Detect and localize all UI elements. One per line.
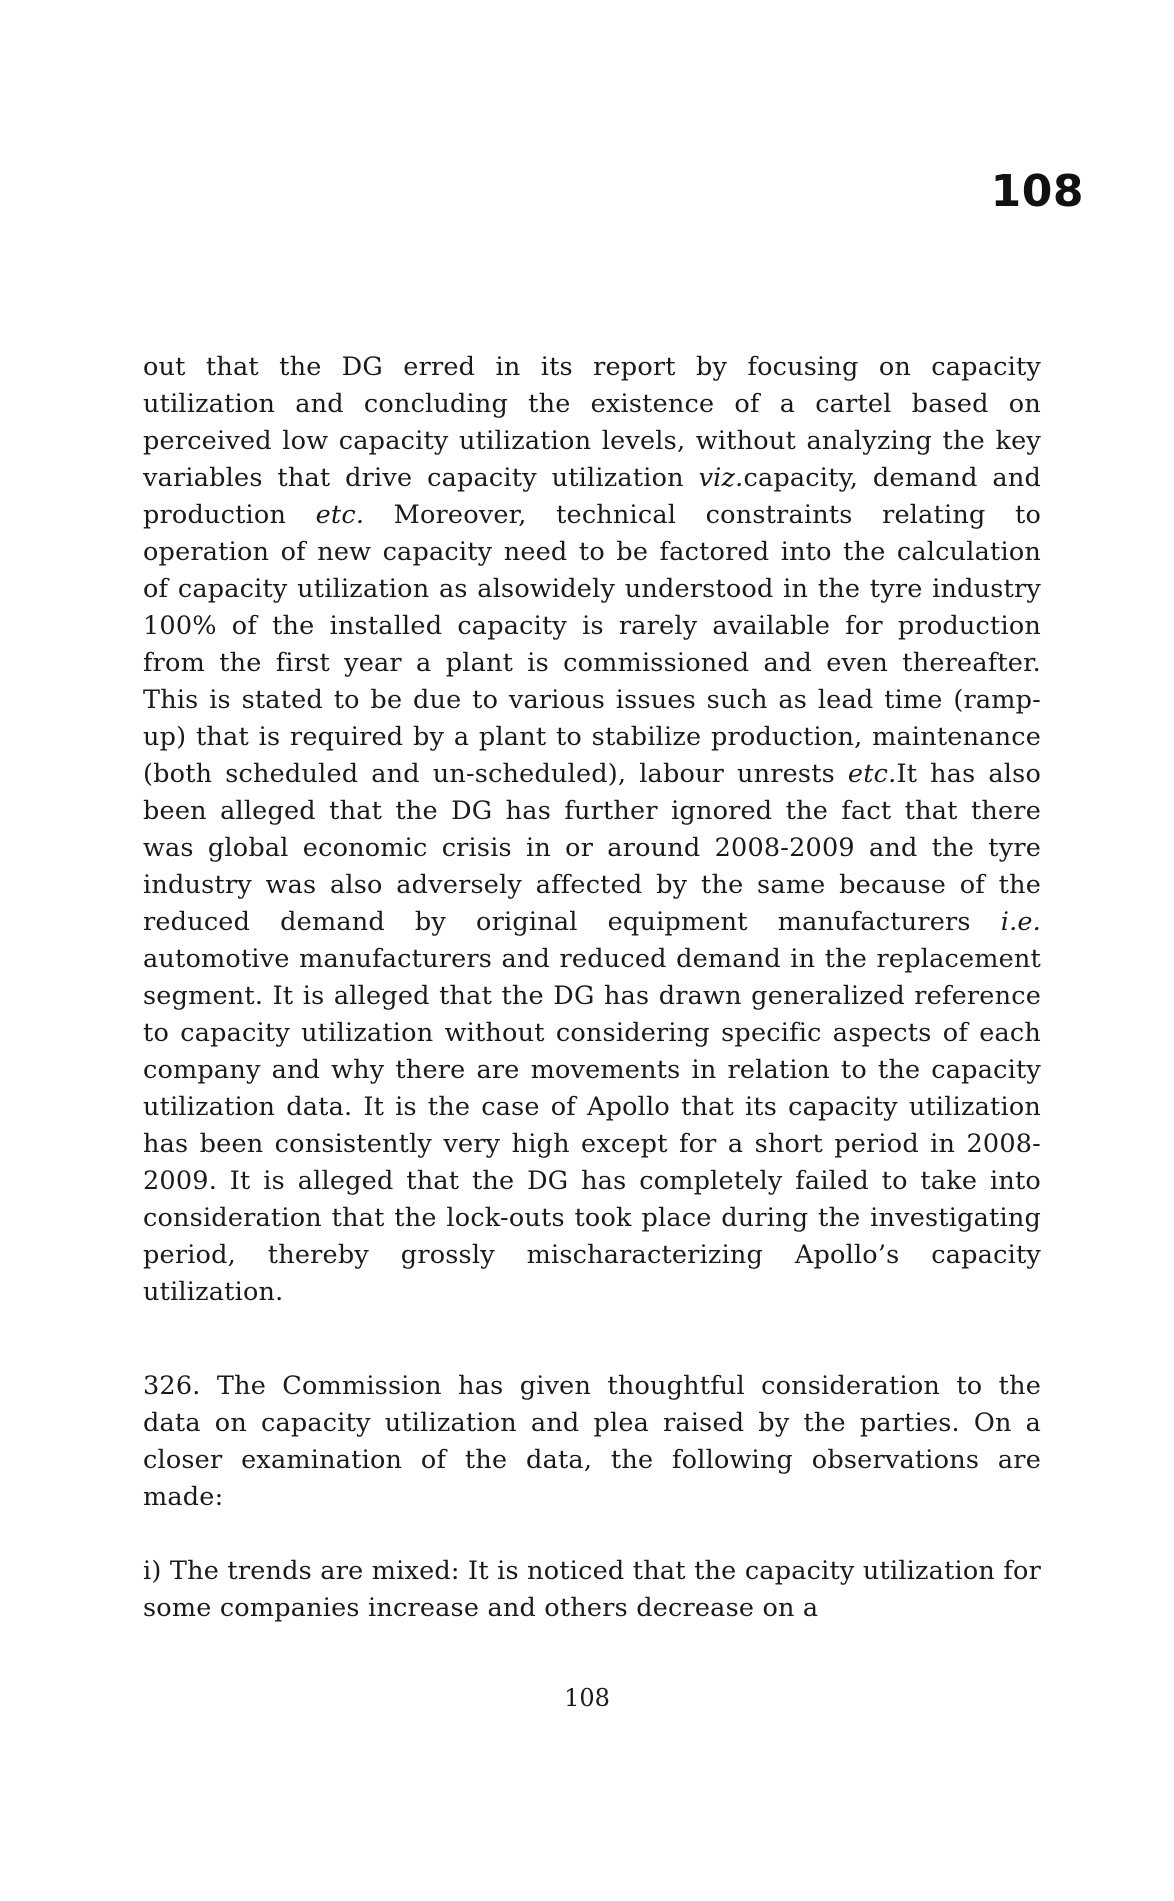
italic-text-run: etc. — [315, 500, 365, 530]
text-run: It has also been alleged that the DG has further ignored the fact that there was global economic crisis in or around 2008-2009 and the tyre industry was also adversely affected by the same because of the reduced demand by original equipment manufacturers — [143, 759, 1042, 937]
text-run: out that the DG erred in its report by focusing on capacity utilization and concluding the existence of a cartel based on perceived low capacity utilization levels, without analyzing the key variables that drive capacity utilization — [143, 352, 1041, 493]
page-number-footer: 108 — [564, 1684, 610, 1712]
text-run: Moreover, technical constraints relating to operation of new capacity need to be factored into the calculation of capacity utilization as alsowidely understood in the tyre industry 100% of the installed capacity is rarely available for production from the first year a plant is commissioned and even thereafter. This is stated to be due to various issues such as lead time (ramp-up) that is required by a plant to stabilize production, maintenance (both scheduled and un-scheduled), labour unrests — [143, 500, 1041, 789]
text-run: capacity, demand and production — [143, 463, 1041, 530]
italic-text-run: viz. — [698, 463, 744, 493]
italic-text-run: i.e. — [1000, 907, 1041, 937]
text-run: automotive manufacturers and reduced demand in the replacement segment. It is alleged that the DG has drawn generalized reference to capacity utilization without considering specific aspects of each company and why there are movements in relation to the capacity utilization data. It is the case of Apollo that its capacity utilization has been consistently very high except for a short period in 2008-2009. It is alleged that the DG has completely failed to take into consideration that the lock-outs took place during the investigating period, thereby grossly mischaracterizing Apollo’s capacity utilization. — [143, 944, 1041, 1307]
paragraph-326: 326. The Commission has given thoughtful consideration to the data on capacity utilization and plea raised by the parties. On a closer examination of the data, the following observations are made: — [143, 1371, 1041, 1512]
paragraph-capacity-arguments — [143, 349, 1041, 1311]
paragraph-observation-i: i) The trends are mixed: It is noticed that the capacity utilization for some companies increase and others decrease on a — [143, 1556, 1041, 1623]
italic-text-run: etc. — [847, 759, 897, 789]
page-number-header: 108 — [990, 166, 1084, 217]
